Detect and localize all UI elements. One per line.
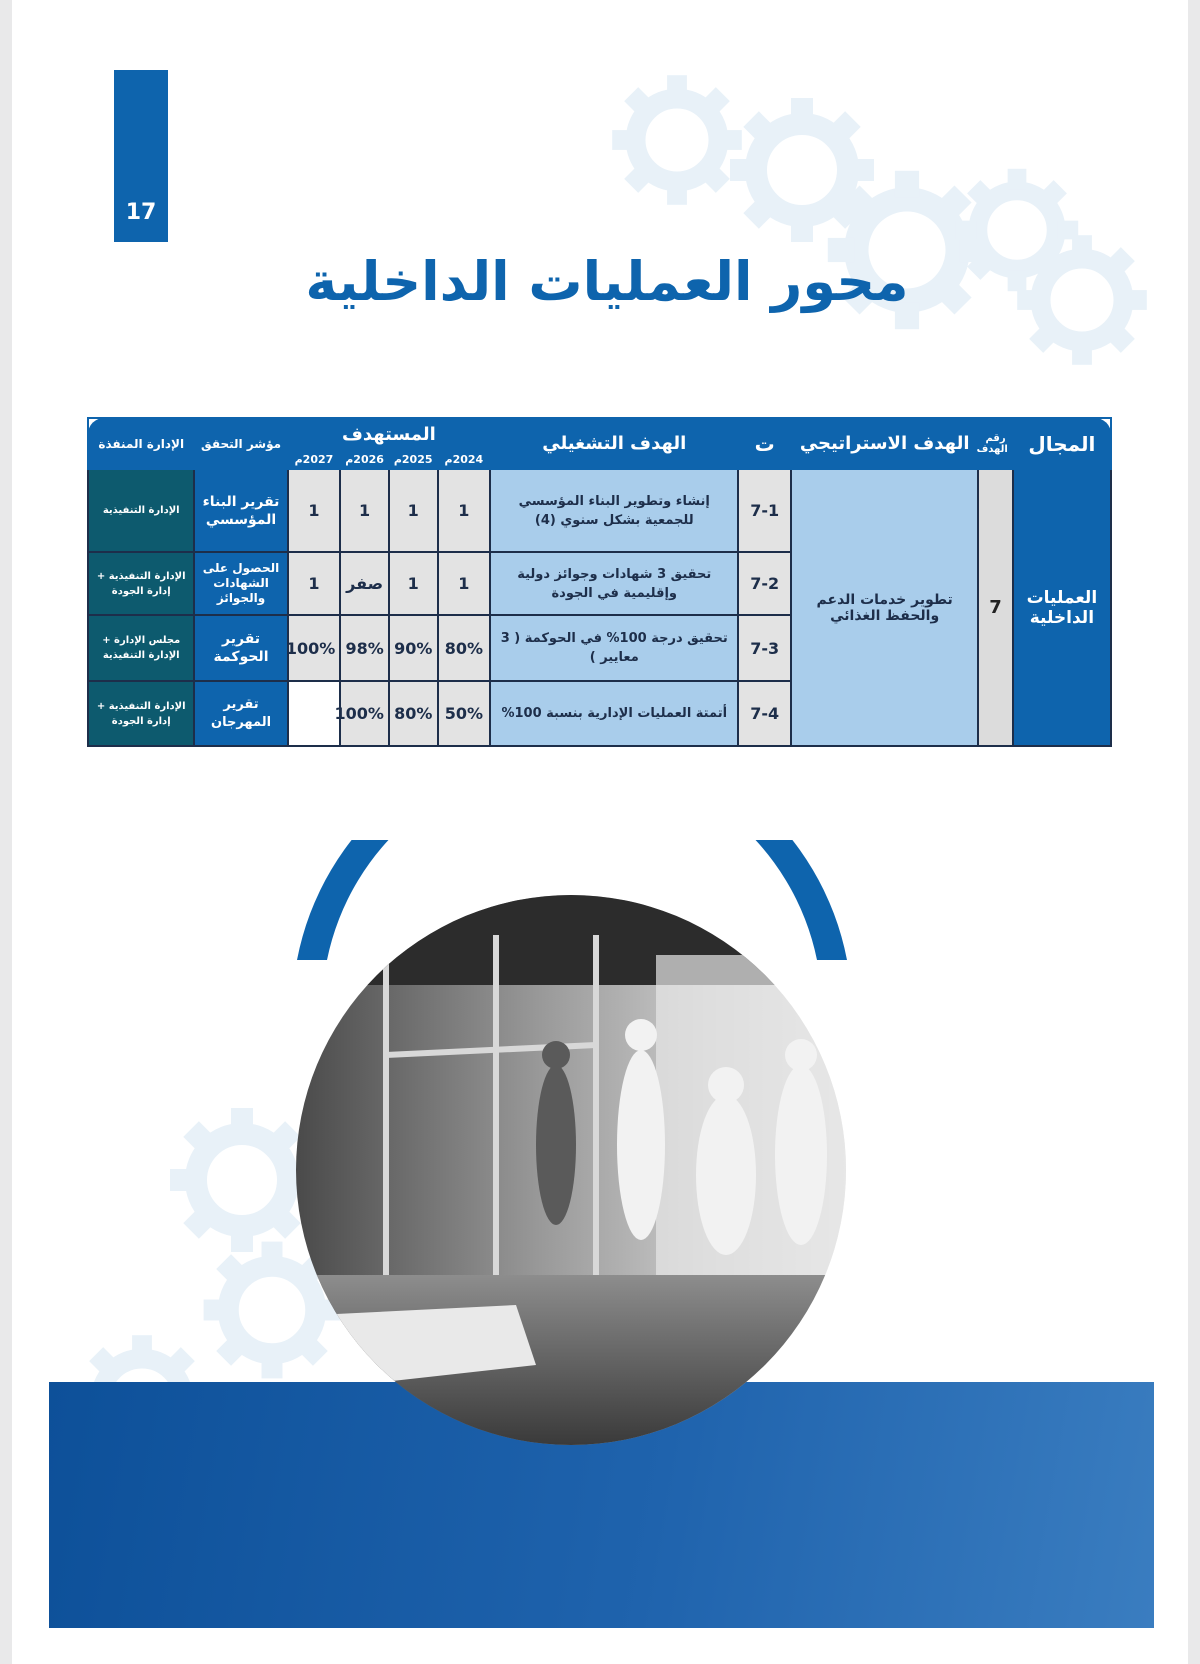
header-target: المستهدف (288, 418, 491, 450)
dept-cell: مجلس الإدارة + الإدارة التنفيذية (88, 615, 194, 682)
target-2027: 100% (288, 615, 341, 682)
row-code: 7-3 (738, 615, 791, 682)
header-operational-goal: الهدف التشغيلي (490, 418, 738, 469)
document-page (12, 0, 1188, 1664)
dept-cell: الإدارة التنفيذية + إدارة الجودة (88, 681, 194, 746)
indicator-cell: تقرير الحوكمة (194, 615, 287, 682)
target-2026: 100% (340, 681, 389, 746)
row-code: 7-1 (738, 469, 791, 552)
target-2024: 1 (438, 469, 491, 552)
dept-cell: الإدارة التنفيذية (88, 469, 194, 552)
header-executing-dept: الإدارة المنفذة (88, 418, 194, 469)
table-row (88, 469, 1111, 552)
row-code: 7-2 (738, 552, 791, 614)
target-2024: 50% (438, 681, 491, 746)
target-2025: 1 (389, 469, 438, 552)
header-strategic-goal: الهدف الاستراتيجي (791, 418, 978, 469)
page-number: 17 (125, 200, 157, 225)
indicator-cell: تقرير البناء المؤسسي (194, 469, 287, 552)
target-2026: صفر (340, 552, 389, 614)
target-2027: 1 (288, 469, 341, 552)
operational-goal: أتمتة العمليات الإدارية بنسبة 100% (490, 681, 738, 746)
header-domain: المجال (1013, 418, 1111, 469)
operational-goal: إنشاء وتطوير البناء المؤسسي للجمعية بشكل سنوي (4) (490, 469, 738, 552)
header-seq: ت (738, 418, 791, 469)
header-indicator: مؤشر التحقق (194, 418, 287, 469)
target-2025: 80% (389, 681, 438, 746)
page-title: محور العمليات الداخلية (305, 250, 909, 313)
target-2025: 90% (389, 615, 438, 682)
header-year-2026: 2026م (340, 450, 389, 469)
target-2024: 1 (438, 552, 491, 614)
row-code: 7-4 (738, 681, 791, 746)
indicator-cell: الحصول على الشهادات والجوائز (194, 552, 287, 614)
target-2027 (288, 681, 341, 746)
target-2027: 1 (288, 552, 341, 614)
target-2026: 1 (340, 469, 389, 552)
operational-goal: تحقيق 3 شهادات وجوائز دولية وإقليمية في الجودة (490, 552, 738, 614)
operational-goal: تحقيق درجة 100% في الحوكمة ( 3 معايير ) (490, 615, 738, 682)
header-year-2027: 2027م (288, 450, 341, 469)
dept-cell: الإدارة التنفيذية + إدارة الجودة (88, 552, 194, 614)
header-year-2024: 2024م (438, 450, 491, 469)
header-year-2025: 2025م (389, 450, 438, 469)
strategic-goal-cell: تطوير خدمات الدعم والحفظ الغذائي (791, 469, 978, 746)
goal-number-cell: 7 (978, 469, 1012, 746)
target-2025: 1 (389, 552, 438, 614)
domain-cell: العمليات الداخلية (1013, 469, 1111, 746)
office-photo (296, 895, 846, 1445)
strategic-plan-table (87, 417, 1112, 747)
target-2026: 98% (340, 615, 389, 682)
target-2024: 80% (438, 615, 491, 682)
header-goal-number: رقم الهدف (978, 418, 1012, 469)
indicator-cell: تقرير المهرجان (194, 681, 287, 746)
